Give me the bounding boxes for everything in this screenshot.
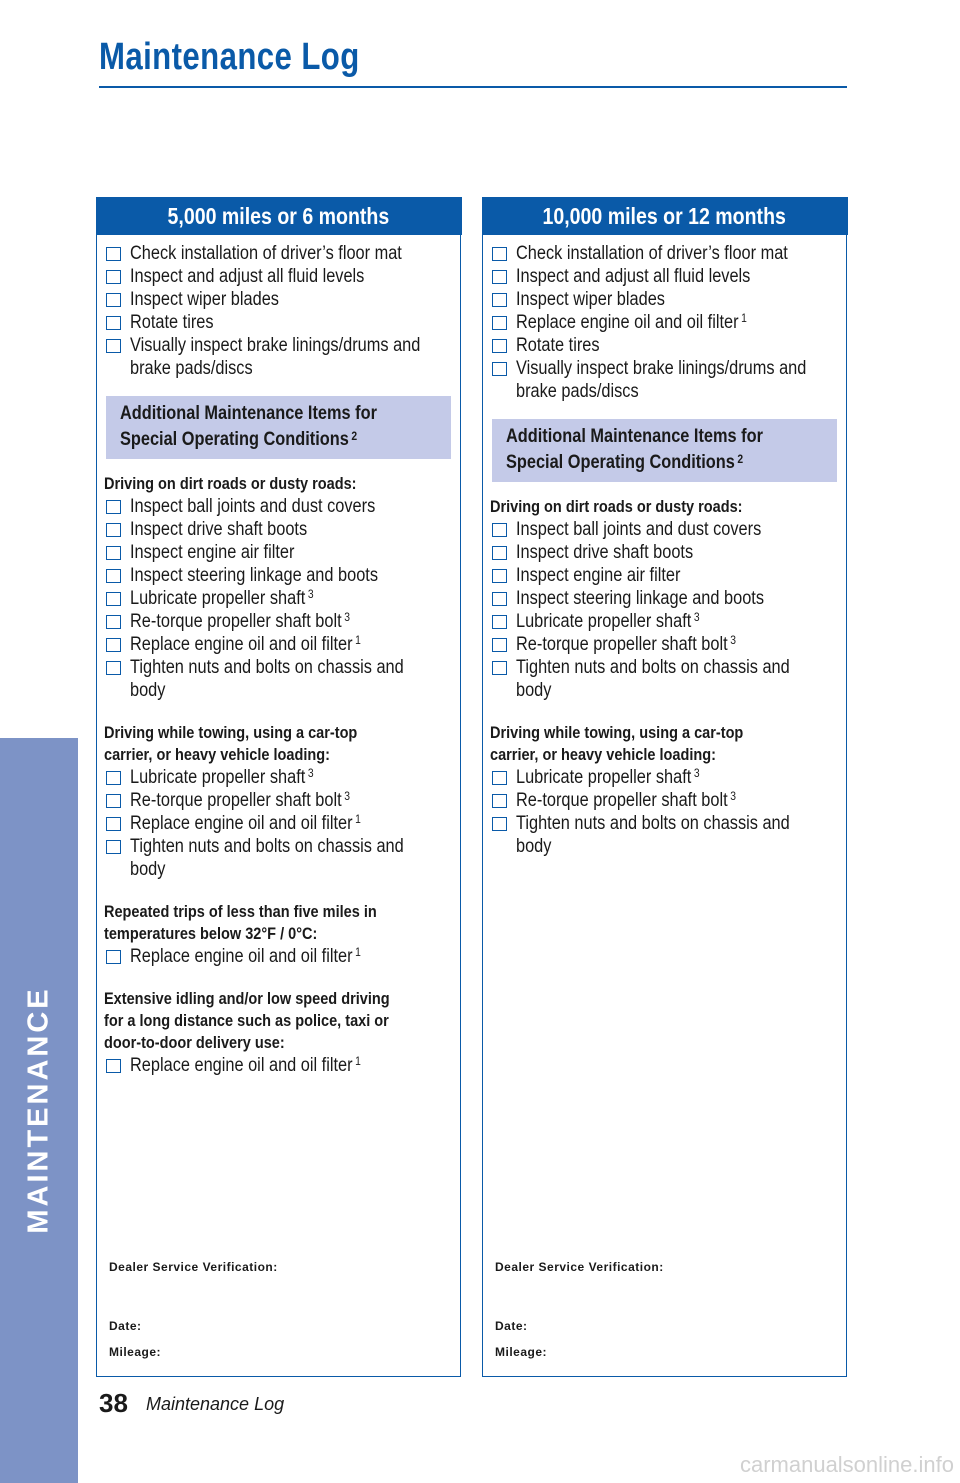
item-label-cont: body bbox=[516, 835, 552, 857]
checklist-item bbox=[104, 495, 453, 518]
item-label: Rotate tires bbox=[516, 334, 600, 356]
checklist-item bbox=[104, 288, 453, 311]
item-label: Rotate tires bbox=[130, 311, 214, 333]
item-label: Tighten nuts and bolts on chassis and bbox=[516, 812, 790, 834]
checklist-item bbox=[104, 656, 453, 702]
footnote-ref: 2 bbox=[351, 428, 358, 443]
item-label: Inspect drive shaft boots bbox=[130, 518, 308, 540]
condition-heading bbox=[104, 722, 453, 766]
condition-heading-text: Extensive idling and/or low speed driving bbox=[104, 989, 390, 1008]
checklist-item bbox=[490, 357, 839, 403]
dealer-verification-label: Dealer Service Verification: bbox=[495, 1260, 664, 1274]
condition-heading-text: temperatures below 32°F / 0°C: bbox=[104, 924, 318, 943]
item-text: Replace engine oil and oil filter bbox=[130, 945, 353, 967]
condition-heading-text: for a long distance such as police, taxi or bbox=[104, 1011, 389, 1030]
item-text: Lubricate propeller shaft bbox=[516, 766, 692, 788]
checklist-item bbox=[104, 518, 453, 541]
maintenance-column-5000 bbox=[96, 197, 461, 1377]
checklist-item bbox=[490, 656, 839, 702]
column-header bbox=[96, 197, 462, 235]
item-label: Check installation of driver’s floor mat bbox=[516, 242, 788, 264]
item-label: Inspect steering linkage and boots bbox=[130, 564, 378, 586]
item-label-cont: body bbox=[516, 679, 552, 701]
checklist-item bbox=[104, 835, 453, 881]
checkbox[interactable] bbox=[492, 247, 507, 261]
side-tab-label: MAINTENANCE bbox=[22, 986, 55, 1234]
checklist-item bbox=[490, 265, 839, 288]
date-label: Date: bbox=[495, 1319, 528, 1333]
footnote-ref: 1 bbox=[741, 310, 747, 325]
checkbox[interactable] bbox=[106, 339, 121, 353]
checklist-item bbox=[490, 311, 839, 334]
item-label bbox=[516, 610, 700, 633]
checklist-item bbox=[104, 945, 453, 968]
item-text: Replace engine oil and oil filter bbox=[130, 633, 353, 655]
footnote-ref: 3 bbox=[693, 609, 700, 624]
checklist-item bbox=[104, 789, 453, 812]
item-label: Inspect and adjust all fluid levels bbox=[516, 265, 751, 287]
checkbox[interactable] bbox=[106, 523, 121, 537]
checkbox[interactable] bbox=[492, 523, 507, 537]
item-text: Re-torque propeller shaft bolt bbox=[516, 789, 728, 811]
special-conditions-banner bbox=[106, 396, 451, 459]
item-label bbox=[130, 610, 350, 633]
checklist-item bbox=[104, 587, 453, 610]
checkbox[interactable] bbox=[492, 316, 507, 330]
special-subtitle-text: Special Operating Conditions bbox=[506, 451, 735, 473]
mileage-label: Mileage: bbox=[109, 1345, 162, 1359]
checklist-item bbox=[104, 610, 453, 633]
item-label bbox=[130, 633, 361, 656]
footnote-ref: 3 bbox=[693, 765, 700, 780]
checklist-item bbox=[490, 766, 839, 789]
checklist-item bbox=[490, 518, 839, 541]
page-number: 38 bbox=[99, 1388, 128, 1418]
footnote-ref: 3 bbox=[344, 609, 350, 624]
checklist-item bbox=[104, 564, 453, 587]
checkbox[interactable] bbox=[106, 592, 121, 606]
checkbox[interactable] bbox=[492, 771, 507, 785]
special-conditions-banner bbox=[492, 419, 837, 482]
maintenance-column-10000 bbox=[482, 197, 847, 1377]
item-text: Lubricate propeller shaft bbox=[130, 766, 306, 788]
checkbox[interactable] bbox=[106, 546, 121, 560]
item-text: Re-torque propeller shaft bolt bbox=[130, 610, 342, 632]
condition-heading bbox=[490, 496, 839, 518]
checklist-item bbox=[490, 564, 839, 587]
checkbox[interactable] bbox=[106, 794, 121, 808]
checkbox[interactable] bbox=[106, 247, 121, 261]
item-text: Re-torque propeller shaft bolt bbox=[516, 633, 728, 655]
item-label-cont: brake pads/discs bbox=[130, 357, 253, 379]
item-label: Inspect engine air filter bbox=[516, 564, 681, 586]
checklist-item bbox=[490, 633, 839, 656]
checkbox[interactable] bbox=[106, 638, 121, 652]
checkbox[interactable] bbox=[106, 950, 121, 964]
condition-heading-text: Driving on dirt roads or dusty roads: bbox=[104, 474, 357, 493]
item-label: Visually inspect brake linings/drums and bbox=[516, 357, 807, 379]
item-label: Inspect wiper blades bbox=[516, 288, 665, 310]
item-label bbox=[130, 812, 361, 835]
item-label bbox=[516, 311, 747, 334]
condition-heading bbox=[104, 473, 453, 495]
footnote-ref: 3 bbox=[344, 788, 350, 803]
condition-heading bbox=[490, 722, 839, 766]
item-label-cont: brake pads/discs bbox=[516, 380, 639, 402]
item-label: Inspect steering linkage and boots bbox=[516, 587, 764, 609]
footnote-ref: 3 bbox=[307, 586, 314, 601]
item-label: Inspect ball joints and dust covers bbox=[516, 518, 762, 540]
checkbox[interactable] bbox=[106, 316, 121, 330]
special-subtitle bbox=[506, 450, 779, 476]
condition-heading-text: door-to-door delivery use: bbox=[104, 1033, 285, 1052]
item-label: Tighten nuts and bolts on chassis and bbox=[130, 835, 404, 857]
page-title: Maintenance Log bbox=[99, 36, 360, 78]
checkbox[interactable] bbox=[106, 771, 121, 785]
item-label: Visually inspect brake linings/drums and bbox=[130, 334, 421, 356]
condition-heading-text: carrier, or heavy vehicle loading: bbox=[490, 745, 716, 764]
checkbox[interactable] bbox=[106, 615, 121, 629]
checkbox[interactable] bbox=[106, 293, 121, 307]
checklist-item bbox=[104, 1054, 453, 1077]
footnote-ref: 3 bbox=[730, 632, 736, 647]
title-rule bbox=[99, 86, 847, 88]
column-header-label: 10,000 miles or 12 months bbox=[542, 202, 787, 229]
condition-heading-text: Driving while towing, using a car-top bbox=[490, 723, 744, 742]
checklist-item bbox=[104, 766, 453, 789]
condition-heading-text: Repeated trips of less than five miles in bbox=[104, 902, 377, 921]
footnote-ref: 1 bbox=[355, 1053, 361, 1068]
item-text: Replace engine oil and oil filter bbox=[130, 812, 353, 834]
checklist-item bbox=[104, 812, 453, 835]
item-label: Inspect drive shaft boots bbox=[516, 541, 694, 563]
checklist-item bbox=[490, 812, 839, 858]
column-header bbox=[482, 197, 848, 235]
item-text: Replace engine oil and oil filter bbox=[516, 311, 739, 333]
checkbox[interactable] bbox=[492, 339, 507, 353]
special-subtitle bbox=[120, 427, 393, 453]
item-label: Inspect and adjust all fluid levels bbox=[130, 265, 365, 287]
item-text: Replace engine oil and oil filter bbox=[130, 1054, 353, 1076]
item-label bbox=[130, 766, 314, 789]
date-label: Date: bbox=[109, 1319, 142, 1333]
item-text: Re-torque propeller shaft bolt bbox=[130, 789, 342, 811]
checklist-item bbox=[104, 265, 453, 288]
checklist-item bbox=[104, 541, 453, 564]
checklist-item bbox=[490, 288, 839, 311]
item-label: Inspect wiper blades bbox=[130, 288, 279, 310]
item-label: Inspect ball joints and dust covers bbox=[130, 495, 376, 517]
checkbox[interactable] bbox=[492, 615, 507, 629]
condition-heading-text: Driving while towing, using a car-top bbox=[104, 723, 358, 742]
checklist-item bbox=[490, 242, 839, 265]
checklist-item bbox=[104, 334, 453, 380]
footnote-ref: 1 bbox=[355, 944, 361, 959]
checkbox[interactable] bbox=[106, 661, 121, 675]
checklist-item bbox=[490, 334, 839, 357]
checklist-item bbox=[104, 311, 453, 334]
checkbox[interactable] bbox=[492, 270, 507, 284]
checkbox[interactable] bbox=[492, 794, 507, 808]
checklist-item bbox=[104, 242, 453, 265]
checkbox[interactable] bbox=[492, 592, 507, 606]
footer-section-label: Maintenance Log bbox=[146, 1394, 285, 1414]
checkbox[interactable] bbox=[106, 270, 121, 284]
checkbox[interactable] bbox=[492, 362, 507, 376]
checkbox[interactable] bbox=[106, 569, 121, 583]
checkbox[interactable] bbox=[492, 638, 507, 652]
item-label bbox=[130, 945, 361, 968]
mileage-label: Mileage: bbox=[495, 1345, 548, 1359]
footnote-ref: 3 bbox=[730, 788, 736, 803]
condition-heading bbox=[104, 901, 453, 945]
item-label bbox=[130, 587, 314, 610]
checklist-item bbox=[104, 633, 453, 656]
checkbox[interactable] bbox=[492, 661, 507, 675]
footnote-ref: 2 bbox=[737, 451, 744, 466]
dealer-verification-label: Dealer Service Verification: bbox=[109, 1260, 278, 1274]
checklist-item bbox=[490, 610, 839, 633]
item-label: Inspect engine air filter bbox=[130, 541, 295, 563]
checkbox[interactable] bbox=[106, 840, 121, 854]
watermark: carmanualsonline.info bbox=[739, 1452, 954, 1477]
checkbox[interactable] bbox=[492, 569, 507, 583]
checklist-item bbox=[490, 587, 839, 610]
special-subtitle-text: Special Operating Conditions bbox=[120, 428, 349, 450]
item-label-cont: body bbox=[130, 858, 166, 880]
footnote-ref: 3 bbox=[307, 765, 314, 780]
checkbox[interactable] bbox=[106, 1059, 121, 1073]
condition-heading bbox=[104, 988, 453, 1054]
item-label bbox=[516, 633, 736, 656]
item-label: Check installation of driver’s floor mat bbox=[130, 242, 402, 264]
condition-heading-text: carrier, or heavy vehicle loading: bbox=[104, 745, 330, 764]
footnote-ref: 1 bbox=[355, 811, 361, 826]
item-label: Tighten nuts and bolts on chassis and bbox=[130, 656, 404, 678]
checklist-item bbox=[490, 789, 839, 812]
special-title: Additional Maintenance Items for bbox=[506, 425, 763, 447]
checkbox[interactable] bbox=[492, 546, 507, 560]
column-header-label: 5,000 miles or 6 months bbox=[167, 202, 390, 229]
footnote-ref: 1 bbox=[355, 632, 361, 647]
checkbox[interactable] bbox=[106, 500, 121, 514]
item-label: Tighten nuts and bolts on chassis and bbox=[516, 656, 790, 678]
item-label-cont: body bbox=[130, 679, 166, 701]
item-label bbox=[130, 789, 350, 812]
item-label bbox=[516, 789, 736, 812]
checklist-item bbox=[490, 541, 839, 564]
item-label bbox=[516, 766, 700, 789]
checkbox[interactable] bbox=[492, 293, 507, 307]
item-label bbox=[130, 1054, 361, 1077]
item-text: Lubricate propeller shaft bbox=[130, 587, 306, 609]
condition-heading-text: Driving on dirt roads or dusty roads: bbox=[490, 497, 743, 516]
item-text: Lubricate propeller shaft bbox=[516, 610, 692, 632]
special-title: Additional Maintenance Items for bbox=[120, 402, 377, 424]
checkbox[interactable] bbox=[492, 817, 507, 831]
checkbox[interactable] bbox=[106, 817, 121, 831]
